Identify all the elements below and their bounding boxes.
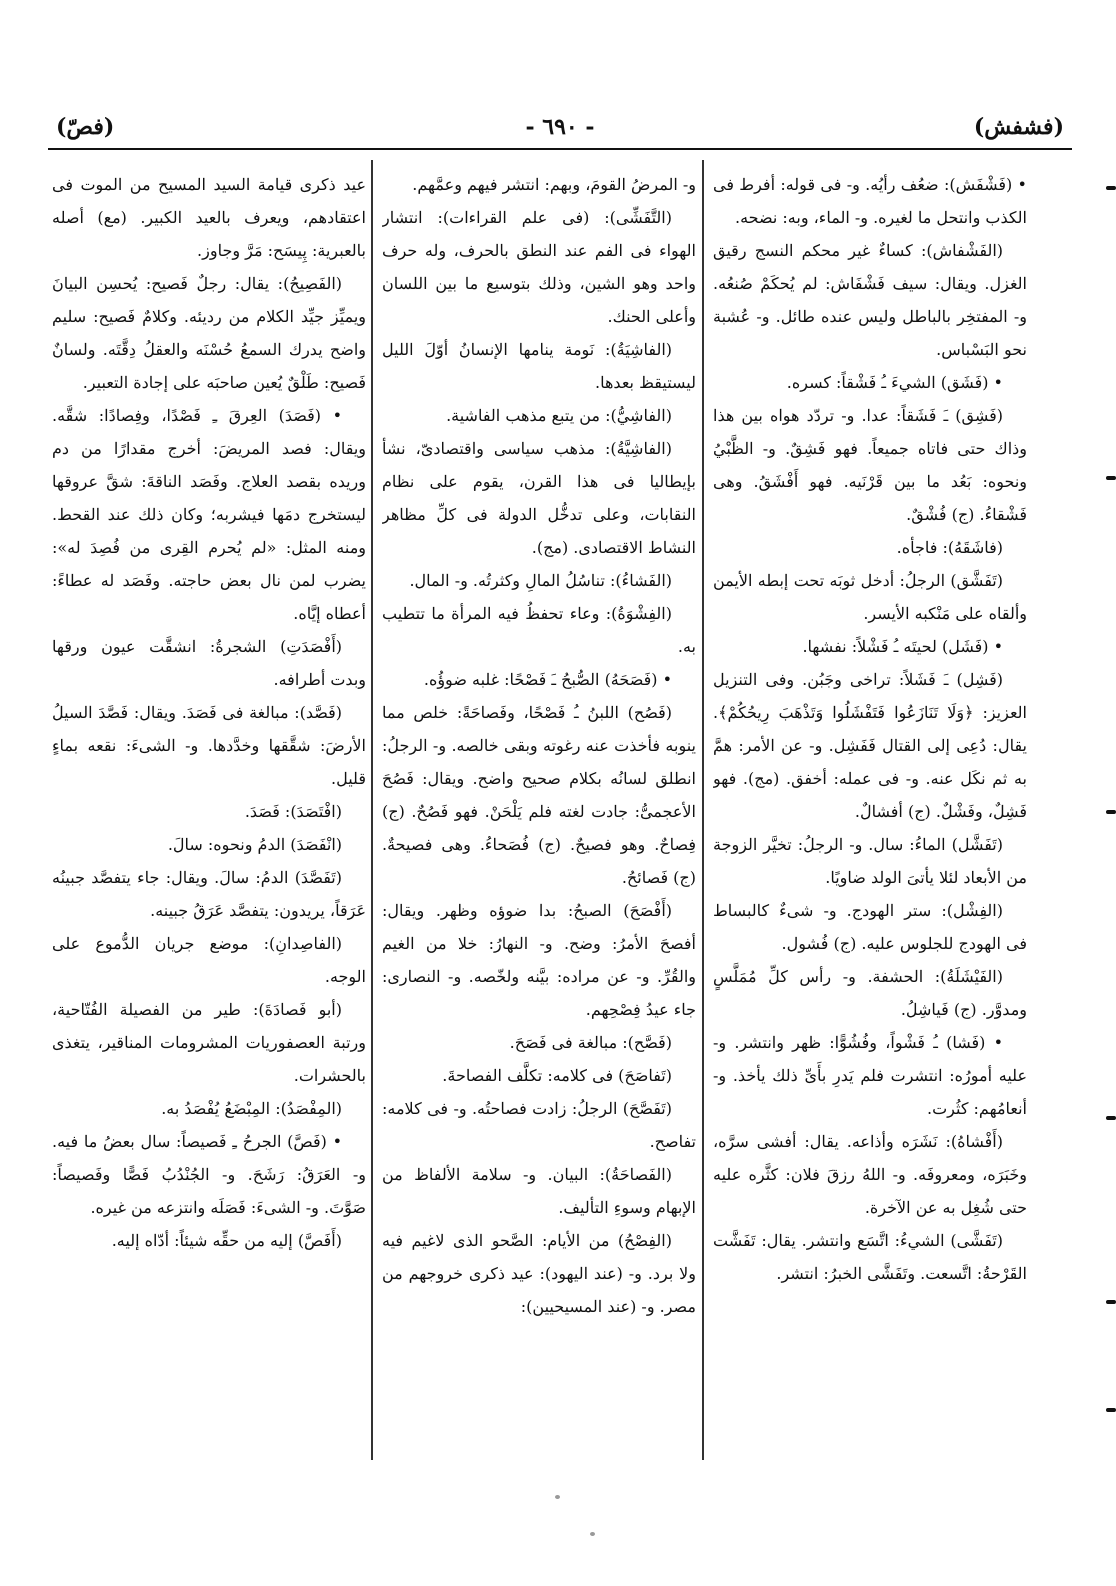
dictionary-entry: (تَفَصَّحَ) الرجلُ: زادت فصاحتُه. و- فى كلامه: تفاصح. — [382, 1099, 696, 1151]
dictionary-entry: (تَفَصَّدَ) الدمُ: سالَ. ويقال: جاء يتفصَّد جبينُه عَرَقاً، يريدون: يتفصَّد عَرَقُ جبينه. — [52, 868, 366, 920]
margin-mark — [1106, 476, 1116, 480]
dictionary-entry: (المِفْصَدُ): المِبْضَعُ يُفْصَدُ به. — [161, 1099, 342, 1118]
dictionary-entry: (أَفْصَدَتِ) الشجرةُ: انشقَّت عيون ورقها وبدت أطرافه. — [52, 637, 366, 689]
dictionary-entry: (أَفْصَحَ) الصبحُ: بدا ضوؤه وظهر. ويقال: أفصحَ الأمرُ: وضح. و- النهارُ: خلا من الغيم والقُرِّ. و- عن مراده: بيَّنه ولخّصه. و- النصارى: جاء عيدُ فِصْحِهم. — [382, 901, 696, 1019]
dictionary-entry: (فَصَّح): مبالغة فى فَصَحَ. — [509, 1033, 672, 1052]
margin-mark — [1106, 186, 1116, 190]
paper-speck — [555, 1495, 560, 1499]
dictionary-entry: (الفاصِدانِ): موضع جريان الدُّموع على الوجه. — [52, 934, 366, 986]
dictionary-entry: (فاشَقَهُ): فاجأه. — [896, 538, 1003, 557]
page-header — [48, 110, 1072, 150]
dictionary-entry: (فَصَّد): مبالغة فى فَصَدَ. ويقال: فَصَّدَ السيلُ الأرضَ: شقَّقها وخدَّدها. و- الشىءَ: نقعه بماءٍ قليل. — [52, 703, 366, 788]
dictionary-entry: عيد ذكرى قيامة السيد المسيح من الموت فى اعتقادهم، ويعرف بالعيد الكبير. (مع) أصله بالعبرية: پِيسَح: مَرَّ وجاوز. — [52, 175, 366, 260]
dictionary-entry: (فَشِل) ـَ فَشَلاً: تراخى وجَبُن. وفى التنزيل العزيز: ﴿وَلَا تَنَازَعُوا فَتَفْشَلُوا وَتَذْهَبَ رِيحُكُمْ﴾. يقال: دُعِى إلى القتال فَفَشِل. و- عن الأمر: همَّ به ثم نكَل عنه. و- فى عمله: أخفق. (مج). فهو فَشِلٌ، وفَشْلٌ. (ج) أفشالٌ. — [713, 670, 1027, 821]
column-middle — [382, 168, 696, 1458]
dictionary-entry: (الفَشاءُ): تناسُلُ المالِ وكثرتُه. و- المال. — [409, 571, 672, 590]
dictionary-entry: • (فَشْفَش): ضعُف رأيُه. و- فى قوله: أفرط فى الكذب وانتحل ما لغيره. و- الماء، وبه: نضحه. — [713, 175, 1027, 227]
header-headword-left: (فصّ) — [56, 114, 115, 140]
margin-mark — [1106, 1116, 1116, 1120]
page-number: - ٦٩٠ - — [525, 114, 595, 140]
dictionary-entry: • (فَشَق) الشيءَ ـُ فَشْقاً: كسره. — [786, 373, 1003, 392]
dictionary-entry: (التَّفَشِّى): (فى علم القراءات): انتشار الهواء فى الفم عند النطق بالحرف، وله حرف واحد وهو الشين، وذلك بتوسيع ما بين اللسان وأعلى الحنك. — [382, 208, 696, 326]
dictionary-entry: (الفَشْفاش): كساءٌ غير محكم النسج رقيق الغزل. ويقال: سيف فَشْفَاش: لم يُحكَمْ صُنعُه. و- المفتخِر بالباطل وليس عنده طائل. و- عُشبة نحو البَسْباس. — [713, 241, 1027, 359]
dictionary-entry: (الفِشْل): ستر الهودج. و- شىءٌ كالبساط فى الهودج للجلوس عليه. (ج) فُشول. — [713, 901, 1027, 953]
dictionary-entry: (أبو فَصادَةَ): طير من الفصيلة الفُتّاحية، ورتبة العصفوريات المشرومات المناقير، يتغذى بالحشرات. — [52, 1000, 366, 1085]
dictionary-entry: (فَشِق) ـَ فَشَقاً: عدا. و- تردّد هواه بين هذا وذاك حتى فاتاه جميعاً. فهو فَشِقٌ. و- الظَّبْيُ ونحوه: بَعُد ما بين قَرْنَيه. فهو أَفْشَقُ. وهى فَشْقاءُ. (ج) فُشْقٌ. — [713, 406, 1027, 524]
dictionary-entry: (تَفَشَّل) الماءُ: سال. و- الرجلُ: تخيَّر الزوجة من الأبعاد لئلا يأتىَ الولد ضاويًا. — [713, 835, 1027, 887]
dictionary-entry: (الفَصاحَةُ): البيان. و- سلامة الألفاظ من الإبهام وسوءِ التأليف. — [382, 1165, 696, 1217]
dictionary-entry: • (فَشَل) لحيتَه ـُ فَشْلاً: نفشها. — [802, 637, 1003, 656]
dictionary-entry: (تَفاصَحَ) فى كلامه: تكلَّف الفصاحةَ. — [442, 1066, 672, 1085]
dictionary-entry: (تَفَشَّى) الشيءُ: اتَّسَع وانتشر. يقال: تَفَشَّت القَرْحةُ: اتَّسعت. وتَفَشَّى الخبرُ: انتشر. — [713, 1231, 1027, 1283]
dictionary-entry: (الفاشِيَةُ): نَومة ينامها الإنسانُ أوّلَ الليل ليستيقظ بعدها. — [382, 340, 696, 392]
dictionary-entry: (فَصُح) اللبنُ ـُ فَصْحًا، وفَصاحَةً: خلص مما ينوبه فأخذت عنه رغوته وبقى خالصه. و- الرجلُ: انطلق لسانُه بكلام صحيح واضح. ويقال: فَصُحَ الأعجمىُّ: جادت لغته فلم يَلْحَنْ. فهو فَصُحٌ. (ج) فِصاحٌ. وهو فصيحٌ. (ج) فُصَحاءُ. وهى فصيحةٌ. (ج) فَصائحُ. — [382, 703, 696, 887]
dictionary-entry: • (فَصَدَ) العِرقَ ـِ فَصْدًا، وفِصادًا: شقَّه. ويقال: فصد المريضَ: أخرج مقدارًا من دم وريده بقصد العلاج. وفَصَد الناقةَ: شقَّ عروقها ليستخرج دمَها فيشربه؛ وكان ذلك عند القحط. ومنه المثل: «لم يُحرم القِرى من فُصِدَ له»: يضرب لمن نال بعض حاجته. وفَصَد له عطاءً: أعطاه إيَّاه. — [52, 406, 366, 623]
dictionary-entry: • (فَصَّ) الجرحُ ـِ فَصيصاً: سال بعضُ ما فيه. و- العَرَقُ: رَشَحَ. و- الجُنْدُبُ فَصًّا وفَصيصاً: صَوَّتَ. و- الشىءَ: فَصَلَه وانتزعه من غيره. — [52, 1132, 366, 1217]
column-divider — [702, 160, 704, 1460]
dictionary-entry: (الفِصْحُ) من الأيام: الصَّحو الذى لاغيم فيه ولا برد. و- (عند اليهود): عيد ذكرى خروجهم من مصر. و- (عند المسيحيين): — [382, 1231, 696, 1316]
dictionary-entry: • (فَصَحَهُ) الصُّبحُ ـَ فَصْحًا: غلبه ضوؤُه. — [423, 670, 672, 689]
dictionary-entry: (أَفَصَّ) إليه من حقِّه شيئاً: أدّاه إليه. — [111, 1231, 342, 1250]
dictionary-entry: • (فَشا) ـُ فَشْواً، وفُشُوًّا: ظهر وانتشر. و- عليه أمورُه: انتشرت فلم يَدرِ بأَىِّ ذلك يأخذ. و- أنعامُهم: كثُرت. — [713, 1033, 1027, 1118]
paper-speck — [590, 1532, 595, 1536]
header-headword-right: (فشفش) — [973, 114, 1064, 140]
dictionary-entry: و- المرضُ القومَ، وبهم: انتشر فيهم وعمَّهم. — [412, 175, 696, 194]
column-divider — [371, 160, 373, 1460]
dictionary-entry: (أَفْشاهُ): نَشَرَه وأذاعه. يقال: أفشى سرَّه، وخَبَرَه، ومعروفَه. و- اللهُ رزقَ فلان: كثَّره عليه حتى شُغِل به عن الآخرة. — [713, 1132, 1027, 1217]
dictionary-entry: (الفِشْوَةُ): وعاء تحفظُ فيه المرأة ما تتطيب به. — [382, 604, 696, 656]
dictionary-entry: (تَفَشَّق) الرجلُ: أدخل ثوبَه تحت إبطه الأيمن وألقاه على مَنْكبه الأيسر. — [713, 571, 1027, 623]
dictionary-entry: (الفاشِيَّةُ): مذهب سياسى واقتصادىّ، نشأ بإيطاليا فى هذا القرن، يقوم على نظام النقابات، وعلى تدخُّل الدولة فى كلِّ مظاهر النشاط الاقتصادى. (مج). — [382, 439, 696, 557]
dictionary-entry: (الفاشِيُّ): من يتبع مذهب الفاشية. — [446, 406, 672, 425]
dictionary-entry: (الفَيْشَلَةُ): الحشفة. و- رأس كلِّ مُمَلَّسٍ ومدوَّر. (ج) فَياشِلُ. — [713, 967, 1027, 1019]
margin-mark — [1106, 810, 1116, 814]
margin-mark — [1106, 1408, 1116, 1412]
column-left — [52, 168, 366, 1458]
dictionary-entry: (الفَصِيحُ): يقال: رجلٌ فَصيح: يُحسِن البيانَ ويميِّز جيِّد الكلام من رديئه. وكلامٌ فَصيح: سليم واضح يدرك السمعُ حُسْنَه والعقلُ دِقَّتَه. ولسانٌ فَصيح: طَلْقٌ يُعين صاحبَه على إجادة التعبير. — [52, 274, 366, 392]
dictionary-entry: (افْتَصَدَ): فَصَدَ. — [244, 802, 342, 821]
dictionary-entry: (انْفَصَدَ) الدمُ ونحوه: سالَ. — [167, 835, 342, 854]
margin-mark — [1106, 1300, 1116, 1304]
column-right — [713, 168, 1027, 1458]
header-rule — [48, 148, 1072, 150]
